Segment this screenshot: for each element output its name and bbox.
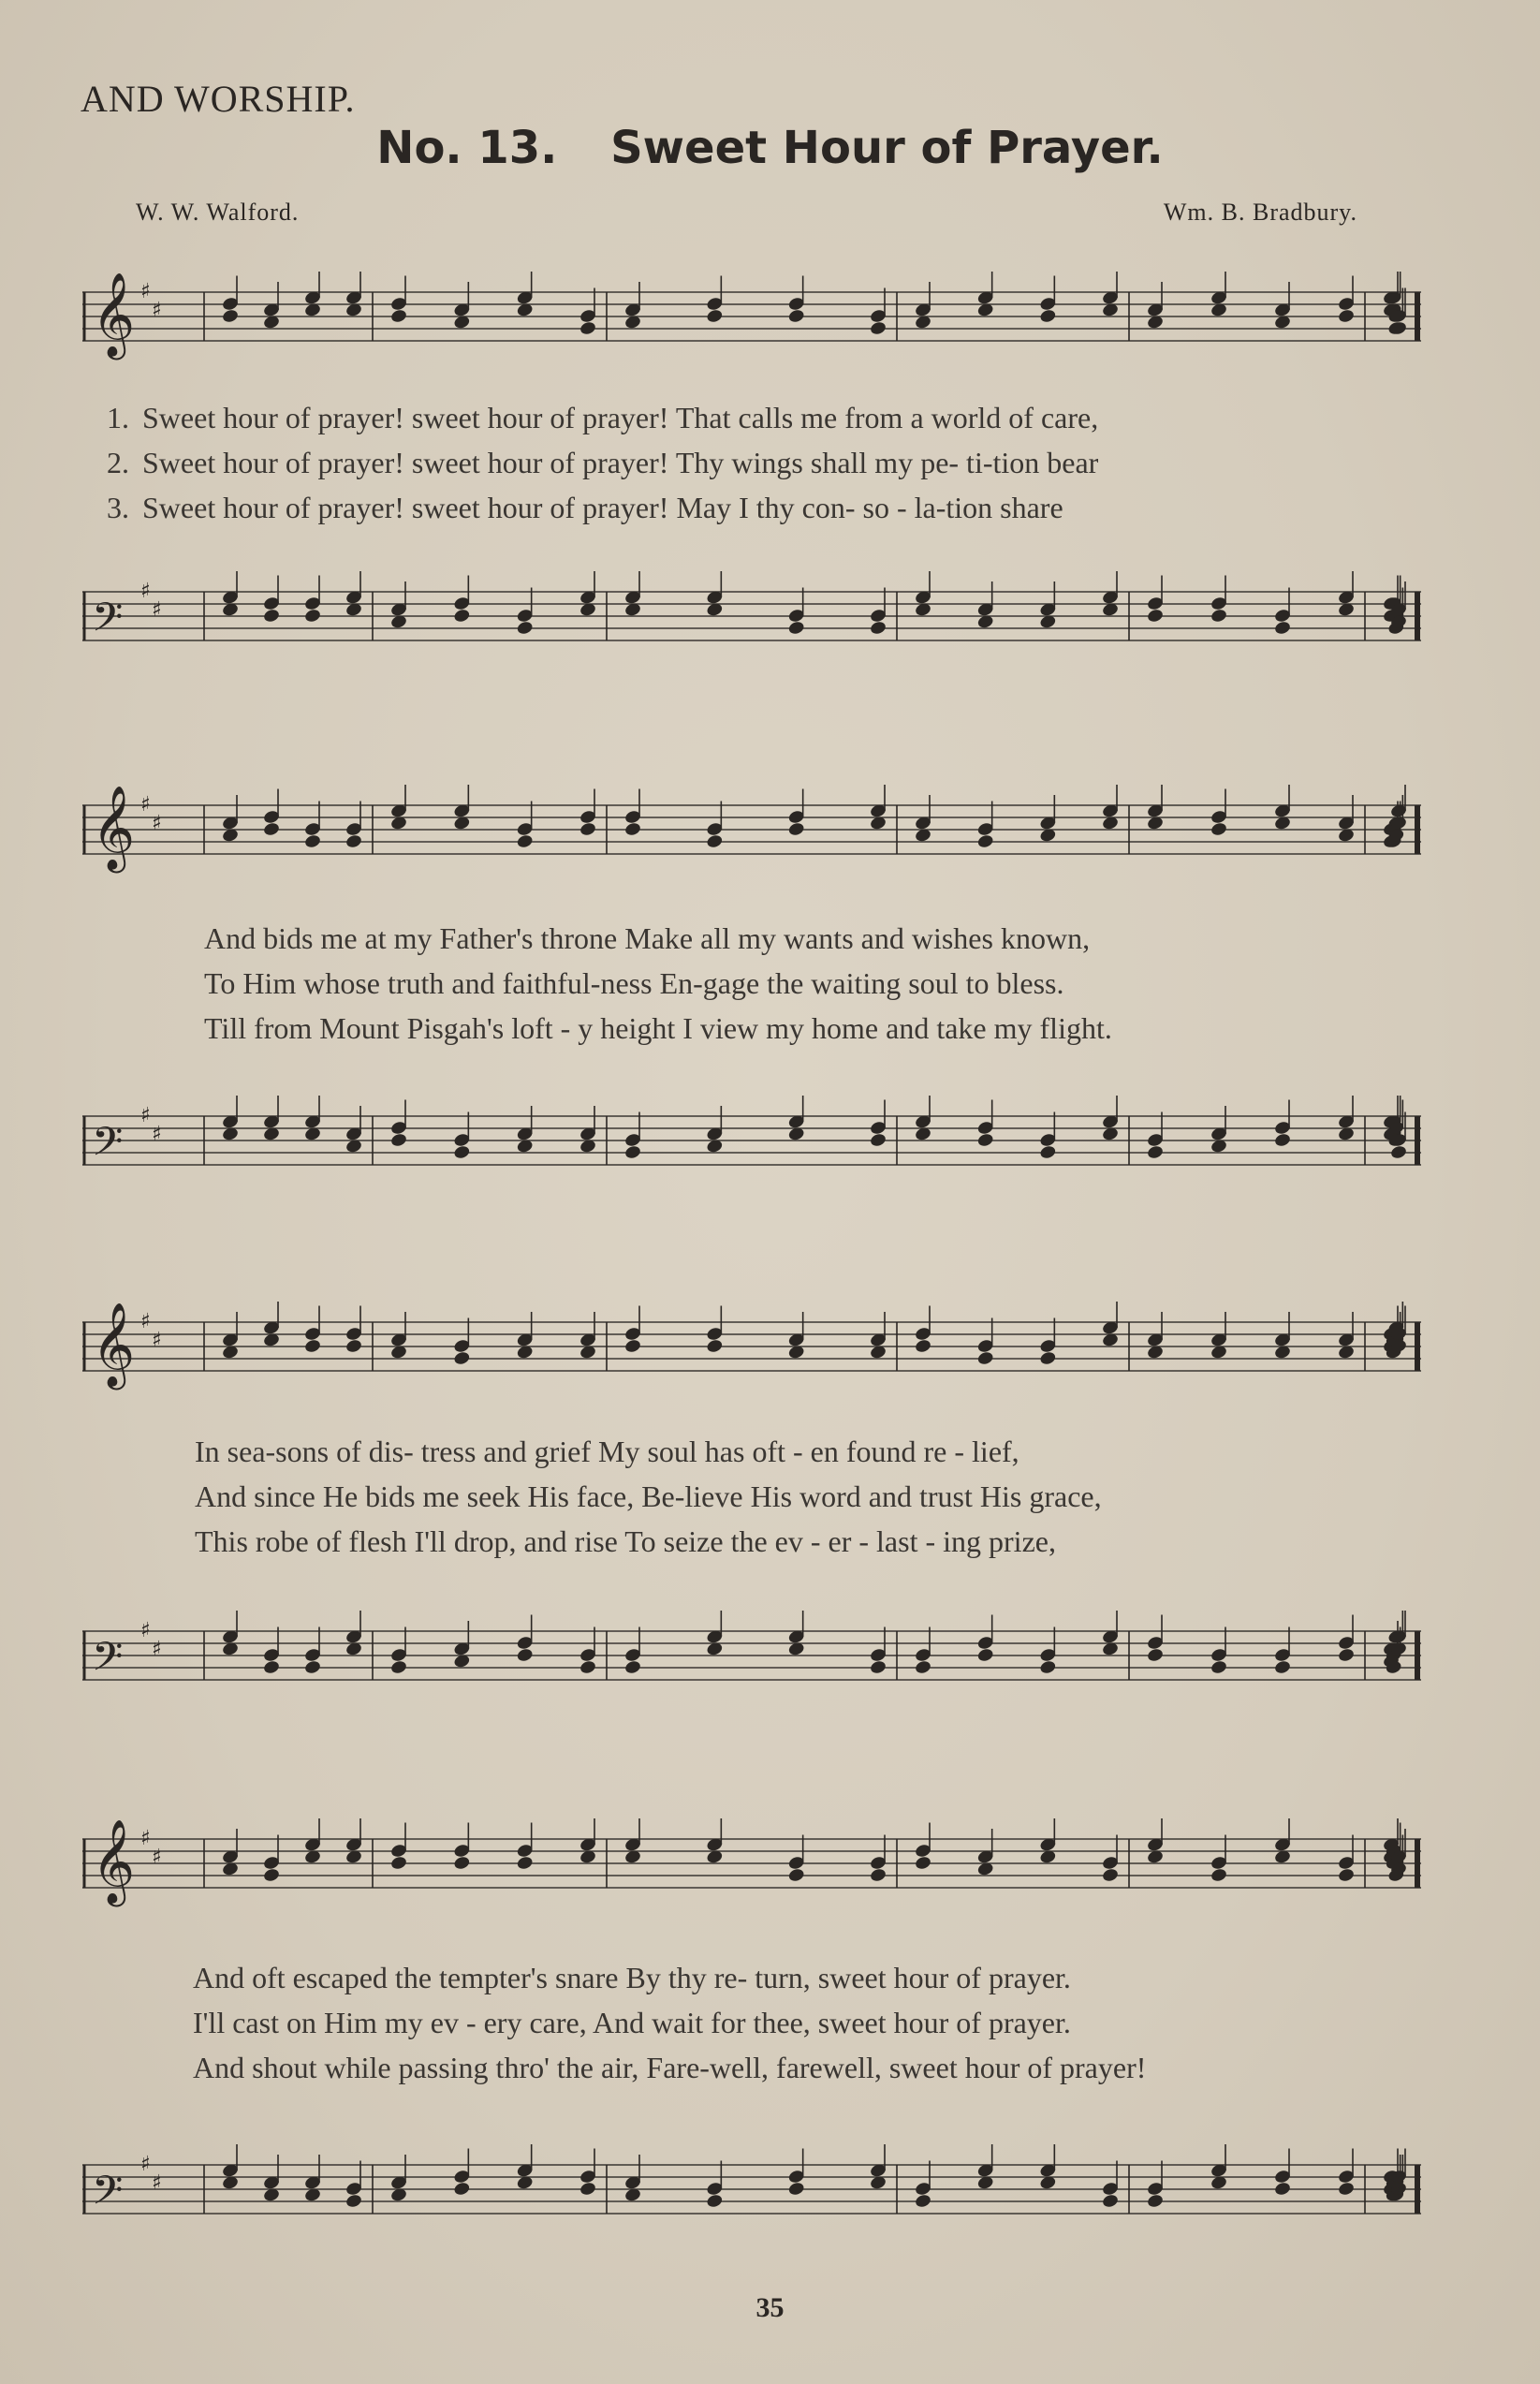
note-head <box>516 1647 534 1663</box>
note-head <box>787 821 805 837</box>
lyric-line: And bids me at my Father's throne Make all my wants and wishes known, <box>204 921 1091 955</box>
sharp-icon: ♯ <box>152 2171 162 2195</box>
note-head <box>579 2181 596 2197</box>
note-head <box>706 1338 724 1354</box>
lyric-line: 2. Sweet hour of prayer! sweet hour of prayer! Thy wings shall my pe- ti-tion bear <box>107 446 1099 479</box>
treble-staff-lines <box>82 272 1421 365</box>
lyrics-block <box>82 395 1421 530</box>
note-head <box>1039 1659 1057 1675</box>
note-head <box>579 1659 596 1675</box>
treble-staff <box>82 1818 1421 1912</box>
composer-credit: Wm. B. Bradbury. <box>1163 199 1357 226</box>
lyrics-block <box>204 916 1540 1051</box>
note-head <box>706 308 724 324</box>
note-head <box>869 320 887 336</box>
note-head <box>389 308 407 324</box>
note-head <box>453 2181 471 2197</box>
note-head <box>262 608 280 624</box>
note-head <box>1337 2181 1355 2197</box>
note-head <box>262 1659 280 1675</box>
bass-staff <box>82 2144 1421 2238</box>
note-head <box>453 1350 471 1366</box>
note-head <box>787 620 805 636</box>
note-head <box>623 1144 641 1160</box>
sharp-icon: ♯ <box>140 1619 151 1642</box>
note-head <box>1210 1659 1227 1675</box>
note-head <box>869 1659 887 1675</box>
note-head <box>1039 1144 1057 1160</box>
note-head <box>1210 821 1227 837</box>
treble-clef-icon: 𝄞 <box>92 1819 136 1904</box>
sharp-icon: ♯ <box>140 2153 151 2176</box>
lyric-line: 1. Sweet hour of prayer! sweet hour of prayer! That calls me from a world of care, <box>107 401 1099 434</box>
sharp-icon: ♯ <box>140 793 151 817</box>
note-head <box>345 1338 362 1354</box>
treble-staff-lines <box>82 785 1421 878</box>
lyricist-credit: W. W. Walford. <box>136 199 300 226</box>
note-head <box>1273 2181 1291 2197</box>
note-head <box>1146 2193 1164 2209</box>
note-head <box>787 2181 805 2197</box>
note-head <box>623 1338 641 1354</box>
note-head <box>1337 1867 1355 1883</box>
note-head <box>516 833 534 849</box>
lyric-line: Till from Mount Pisgah's loft - y height I view my home and take my flight. <box>204 1011 1112 1045</box>
section-heading: AND WORSHIP. <box>81 78 356 120</box>
note-head <box>579 821 596 837</box>
bass-clef-icon: 𝄢 <box>92 1119 124 1175</box>
note-head <box>914 1338 931 1354</box>
note-head <box>345 833 362 849</box>
note-head <box>1039 308 1057 324</box>
note-head <box>453 608 471 624</box>
treble-staff-lines <box>82 1818 1421 1912</box>
note-head <box>914 1855 931 1871</box>
note-head <box>914 1659 931 1675</box>
note-head <box>1337 1647 1355 1663</box>
bass-staff-lines <box>82 2144 1421 2238</box>
note-head <box>623 821 641 837</box>
note-head <box>453 1855 471 1871</box>
sharp-icon: ♯ <box>140 580 151 603</box>
note-head <box>389 1659 407 1675</box>
note-head <box>1101 1867 1119 1883</box>
note-head <box>579 320 596 336</box>
note-head <box>869 1867 887 1883</box>
note-head <box>303 1659 321 1675</box>
note-head <box>976 1647 994 1663</box>
bass-staff <box>82 571 1421 665</box>
treble-staff <box>82 1302 1421 1395</box>
note-head <box>303 1338 321 1354</box>
note-head <box>976 1132 994 1148</box>
hymn-number: No. 13. <box>376 122 558 174</box>
treble-staff-lines <box>82 1302 1421 1395</box>
note-head <box>1389 1144 1407 1160</box>
note-head <box>389 1855 407 1871</box>
hymn-title-line <box>0 122 1540 174</box>
lyric-line: This robe of flesh I'll drop, and rise To seize the ev - er - last - ing prize, <box>195 1524 1056 1558</box>
sharp-icon: ♯ <box>152 598 162 622</box>
lyric-line: To Him whose truth and faithful-ness En-gage the waiting soul to bless. <box>204 966 1064 1000</box>
lyrics-block <box>193 1955 1532 2090</box>
note-head <box>706 833 724 849</box>
note-head <box>623 1659 641 1675</box>
note-head <box>516 620 534 636</box>
treble-clef-icon: 𝄞 <box>92 272 136 357</box>
note-head <box>453 1144 471 1160</box>
bass-clef-icon: 𝄢 <box>92 595 124 651</box>
sharp-icon: ♯ <box>140 1310 151 1333</box>
note-head <box>976 1350 994 1366</box>
hymn-title: Sweet Hour of Prayer. <box>610 122 1164 174</box>
bass-clef-icon: 𝄢 <box>92 1634 124 1690</box>
sharp-icon: ♯ <box>140 1827 151 1850</box>
note-head <box>1101 2193 1119 2209</box>
note-head <box>1273 620 1291 636</box>
sharp-icon: ♯ <box>152 1638 162 1661</box>
note-head <box>1210 1867 1227 1883</box>
sharp-icon: ♯ <box>140 1104 151 1127</box>
note-head <box>869 1132 887 1148</box>
note-head <box>1210 608 1227 624</box>
note-head <box>1337 308 1355 324</box>
sharp-icon: ♯ <box>140 280 151 303</box>
lyrics-block <box>195 1429 1533 1564</box>
note-head <box>787 308 805 324</box>
lyric-line: In sea-sons of dis- tress and grief My soul has oft - en found re - lief, <box>195 1435 1019 1468</box>
note-head <box>1146 1144 1164 1160</box>
lyric-line: And shout while passing thro' the air, Fare-well, farewell, sweet hour of prayer! <box>193 2051 1147 2084</box>
sharp-icon: ♯ <box>152 812 162 835</box>
note-head <box>389 1132 407 1148</box>
sharp-icon: ♯ <box>152 299 162 322</box>
treble-clef-icon: 𝄞 <box>92 1302 136 1387</box>
bass-staff-lines <box>82 1096 1421 1189</box>
lyric-line: And since He bids me seek His face, Be-lieve His word and trust His grace, <box>195 1479 1102 1513</box>
bass-clef-icon: 𝄢 <box>92 2168 124 2224</box>
bass-staff-lines <box>82 571 1421 665</box>
lyric-line: And oft escaped the tempter's snare By thy re- turn, sweet hour of prayer. <box>193 1961 1071 1994</box>
lyric-line: 3. Sweet hour of prayer! sweet hour of prayer! May I thy con- so - la-tion share <box>107 491 1063 524</box>
sharp-icon: ♯ <box>152 1329 162 1352</box>
note-head <box>303 833 321 849</box>
treble-clef-icon: 𝄞 <box>92 786 136 870</box>
note-head <box>1273 1132 1291 1148</box>
treble-staff <box>82 272 1421 365</box>
note-head <box>976 833 994 849</box>
note-head <box>345 2193 362 2209</box>
note-head <box>221 308 239 324</box>
note-head <box>914 2193 931 2209</box>
bass-staff <box>82 1611 1421 1704</box>
note-head <box>262 1867 280 1883</box>
page-number: 35 <box>755 2292 785 2323</box>
bass-staff <box>82 1096 1421 1189</box>
note-head <box>1273 1659 1291 1675</box>
note-head <box>262 821 280 837</box>
note-head <box>706 2193 724 2209</box>
note-head <box>516 1855 534 1871</box>
lyric-line: I'll cast on Him my ev - ery care, And wait for thee, sweet hour of prayer. <box>193 2006 1071 2039</box>
sharp-icon: ♯ <box>152 1846 162 1869</box>
note-head <box>1039 1350 1057 1366</box>
treble-staff <box>82 785 1421 878</box>
note-head <box>1146 1647 1164 1663</box>
note-head <box>303 608 321 624</box>
note-head <box>787 1867 805 1883</box>
note-head <box>1146 608 1164 624</box>
bass-staff-lines <box>82 1611 1421 1704</box>
note-head <box>869 620 887 636</box>
sharp-icon: ♯ <box>152 1123 162 1146</box>
